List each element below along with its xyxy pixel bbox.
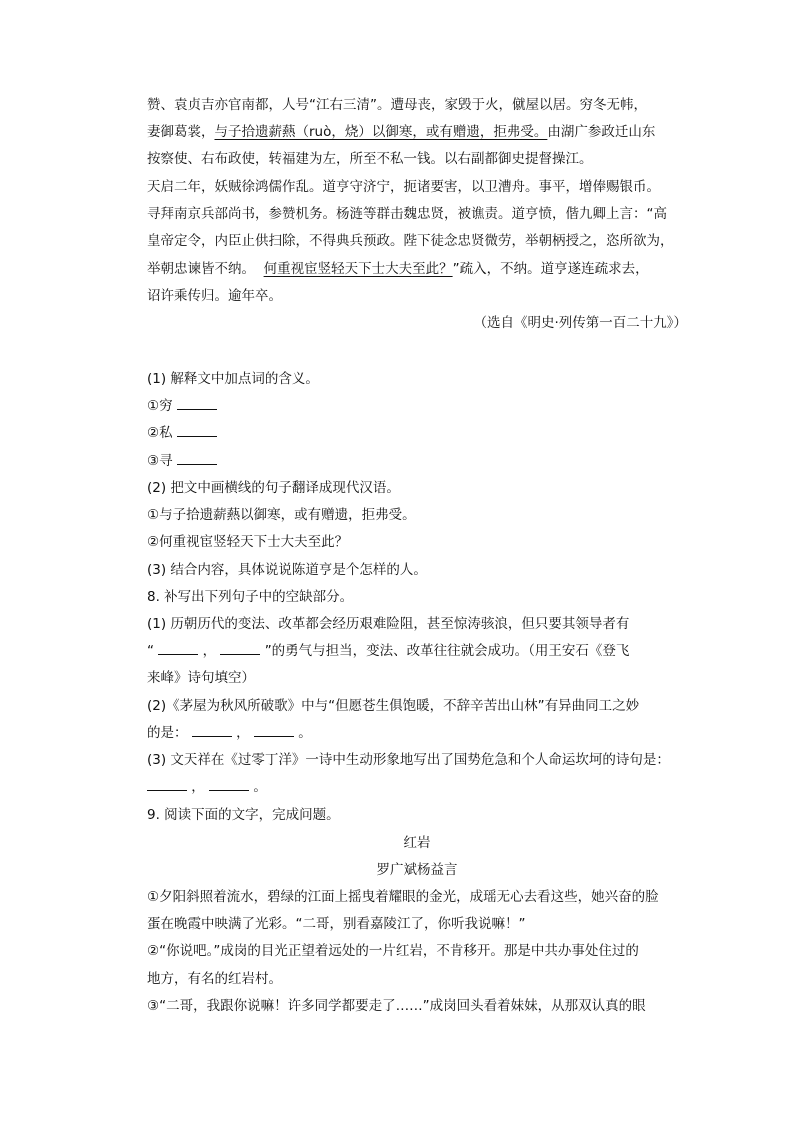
passage-line: 按察使、右布政使，转福建为左，所至不私一钱。以右副都御史提督操江。 [147,151,593,167]
answer-blank [177,397,217,410]
article-line: ①夕阳斜照着流水，碧绿的江面上摇曳着耀眼的金光，成瑶无心去看这些，她兴奋的脸 [147,889,659,905]
passage-line: 皇帝定令，内臣止供扫除，不得典兵预政。陛下徒念忠贤微劳，举朝柄授之，恣所欲为， [147,233,674,249]
question-text: ， [202,643,217,659]
question-3: (3) 结合内容，具体说说陈道亨是个怎样的人。 [147,562,427,578]
passage-text: 举朝忠谏皆不纳。 [147,261,255,277]
question-2a: ①与子拾遗薪爇以御寒，或有赠遗，拒弗受。 [147,507,416,523]
passage-line: 天启二年，妖贼徐鸿儒作乱。道亨守济宁，扼诸要害，以卫漕舟。事平，增俸赐银币。 [147,179,660,195]
passage-line: 寻拜南京兵部尚书，参赞机务。杨涟等群击魏忠贤，被谯责。道亨愤，偕九卿上言：“高 [147,206,667,222]
answer-blank [158,642,198,655]
article-line: ③“二哥，我跟你说嘛！许多同学都要走了……”成岗回头看着妹妹，从那双认真的眼 [147,998,646,1014]
question-text: “ [147,643,154,659]
question-text: 。 [253,779,267,795]
question-8: 8. 补写出下列句子中的空缺部分。 [147,589,354,605]
underlined-sentence: 与子拾遗薪爇（ruò，烧）以御寒，或有赠遗，拒弗受。 [214,124,548,140]
question-1a [147,396,687,416]
question-text: ， [236,725,250,741]
source-citation: （选自《明史·列传第一百二十九》） [473,315,687,331]
question-1c [147,451,687,471]
question-text: ， [191,779,205,795]
question-8-3: (3) 文天祥在《过零丁洋》一诗中生动形象地写出了国势危急和个人命运坎坷的诗句是： [147,752,670,768]
article-line: ②“你说吧。”成岗的目光正望着远处的一片红岩，不肯移开。那是中共办事处住过的 [147,943,639,959]
article-line: 地方，有名的红岩村。 [147,971,282,987]
article-authors: 罗广斌杨益言 [376,862,458,878]
answer-blank [177,452,217,465]
question-8-1-blanks [147,641,687,661]
article-title: 红岩 [403,835,431,851]
passage-text: 由湖广参政迁山东 [547,124,656,140]
answer-blank [220,642,260,655]
answer-blank [192,724,232,737]
question-text: ”的勇气与担当，变法、改革往往就会成功。（用王安石《登飞 [264,643,630,659]
question-text: 。 [298,725,312,741]
answer-blank [147,778,187,791]
question-text: ①穷 [147,398,173,414]
passage-line: 诏许乘传归。逾年卒。 [147,288,282,304]
question-text: 的是： [147,725,188,741]
question-8-2-blanks [147,723,687,743]
passage-text: ”疏入，不纳。道亨遂连疏求去， [452,261,649,277]
question-2: (2) 把文中画横线的句子翻译成现代汉语。 [147,480,400,496]
passage-text: 妻御葛裳， [147,124,215,140]
question-text: ③寻 [147,453,173,469]
answer-blank [177,424,217,437]
question-2b: ②何重视宦竖轻天下士大夫至此？ [147,534,349,550]
passage-line: 赞、袁贞吉亦官南都，人号“江右三清”。遭母丧，家毁于火，僦屋以居。穷冬无帏， [147,97,647,113]
question-8-1: (1) 历朝历代的变法、改革都会经历艰难险阻，甚至惊涛骇浪，但只要其领导者有 [147,616,630,632]
answer-blank [209,778,249,791]
article-line: 蛋在晚霞中映满了光彩。“二哥，别看嘉陵江了，你听我说嘛！” [147,916,526,932]
question-1b [147,423,687,443]
question-8-3-blanks [147,777,687,797]
passage-line [147,259,687,279]
passage-line [147,122,687,142]
answer-blank [254,724,294,737]
underlined-sentence: 何重视宦竖轻天下士大夫至此？ [263,261,453,277]
question-text: ②私 [147,425,173,441]
question-9: 9. 阅读下面的文字，完成问题。 [147,807,340,823]
question-1: (1) 解释文中加点词的含义。 [147,371,319,387]
question-8-2: (2)《茅屋为秋风所破歌》中与“但愿苍生俱饱暖，不辞辛苦出山林”有异曲同工之妙 [147,698,640,714]
question-8-1-cont: 来峰》诗句填空） [147,670,255,686]
